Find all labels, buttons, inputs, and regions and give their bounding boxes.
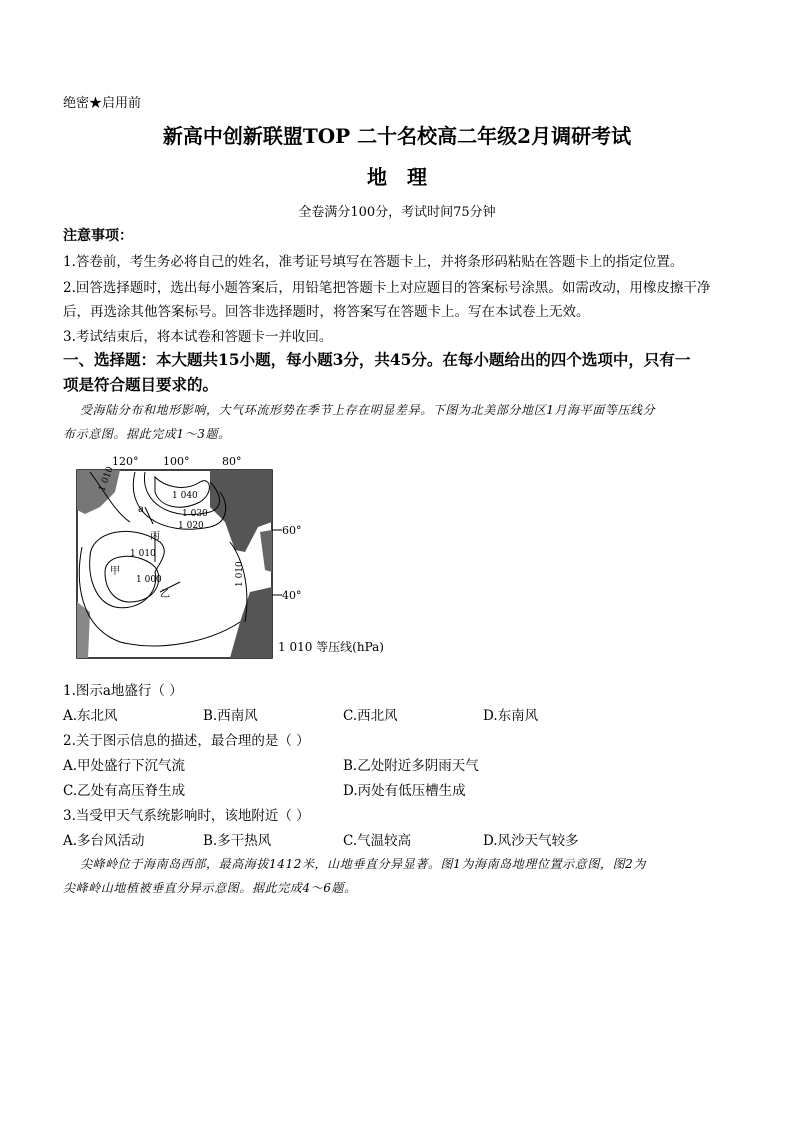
lat-label: 60° — [282, 524, 302, 537]
option-a: A.东北风 — [63, 708, 118, 724]
isobar-label: 1 030 — [182, 509, 208, 519]
lon-label: 100° — [163, 455, 190, 468]
section-heading-cont: 项是符合题目要求的。 — [63, 375, 219, 394]
option-a: A.甲处盛行下沉气流 — [63, 758, 186, 774]
score-info: 全卷满分100分，考试时间75分钟 — [298, 205, 496, 220]
option-b: B.乙处附近多阴雨天气 — [343, 758, 479, 774]
isobar-label: 1 040 — [172, 491, 198, 501]
isobar-label: 1 010 — [130, 549, 156, 559]
isobar-label: 1 000 — [136, 575, 162, 585]
question-stem: 1.图示a地盛行（ ） — [63, 683, 183, 699]
passage-text: 尖峰岭位于海南岛西部，最高海拔1412米，山地垂直分异显著。图1为海南岛地理位置示意图，图2为 — [80, 857, 647, 871]
notice-line: 2.回答选择题时，选出每小题答案后，用铅笔把答题卡上对应题目的答案标号涂黑。如需改动，用橡皮擦干净 — [63, 280, 711, 296]
map-legend: 1 010 等压线(hPa) — [278, 640, 384, 654]
question-stem: 3.当受甲天气系统影响时，该地附近（ ） — [63, 808, 310, 824]
point-label-yi: 乙 — [160, 589, 170, 600]
point-label-jia: 甲 — [110, 566, 120, 577]
section-heading: 一、选择题：本大题共15小题，每小题3分，共45分。在每小题给出的四个选项中，只有一 — [63, 350, 691, 369]
option-d: D.丙处有低压槽生成 — [343, 783, 466, 799]
exam-title: 新高中创新联盟TOP 二十名校高二年级2月调研考试 — [162, 124, 632, 148]
option-c: C.气温较高 — [343, 833, 412, 849]
passage-text: 布示意图。据此完成1～3题。 — [63, 427, 231, 441]
lon-label: 120° — [112, 455, 139, 468]
isobar-map — [60, 452, 390, 662]
isobar-label: 1 010 — [97, 465, 116, 494]
lat-label: 40° — [282, 589, 302, 602]
option-d: D.东南风 — [483, 708, 539, 724]
notice-heading: 注意事项： — [63, 228, 133, 244]
notice-line: 1.答卷前，考生务必将自己的姓名，准考证号填写在答题卡上，并将条形码粘贴在答题卡上的指定位置。 — [63, 254, 684, 270]
option-c: C.乙处有高压脊生成 — [63, 783, 186, 799]
option-b: B.多干热风 — [203, 833, 272, 849]
option-b: B.西南风 — [203, 708, 258, 724]
question-stem: 2.关于图示信息的描述，最合理的是（ ） — [63, 733, 310, 749]
option-a: A.多台风活动 — [63, 833, 145, 849]
lon-label: 80° — [222, 455, 242, 468]
notice-line: 3.考试结束后，将本试卷和答题卡一并收回。 — [63, 329, 333, 345]
point-label-bing: 丙 — [150, 531, 160, 542]
passage-text: 尖峰岭山地植被垂直分异示意图。据此完成4～6题。 — [63, 881, 357, 895]
notice-line: 后，再选涂其他答案标号。回答非选择题时，将答案写在答题卡上。写在本试卷上无效。 — [63, 304, 590, 320]
option-c: C.西北风 — [343, 708, 398, 724]
isobar-label: 1 020 — [178, 521, 204, 531]
option-d: D.风沙天气较多 — [483, 833, 579, 849]
point-label-a: a — [138, 504, 144, 515]
subject-title: 地理 — [367, 165, 447, 189]
confidential-label: 绝密★启用前 — [63, 96, 142, 111]
isobar-label: 1 010 — [235, 561, 245, 587]
passage-text: 受海陆分布和地形影响，大气环流形势在季节上存在明显差异。下图为北美部分地区1月海平面等压线分 — [80, 403, 656, 417]
